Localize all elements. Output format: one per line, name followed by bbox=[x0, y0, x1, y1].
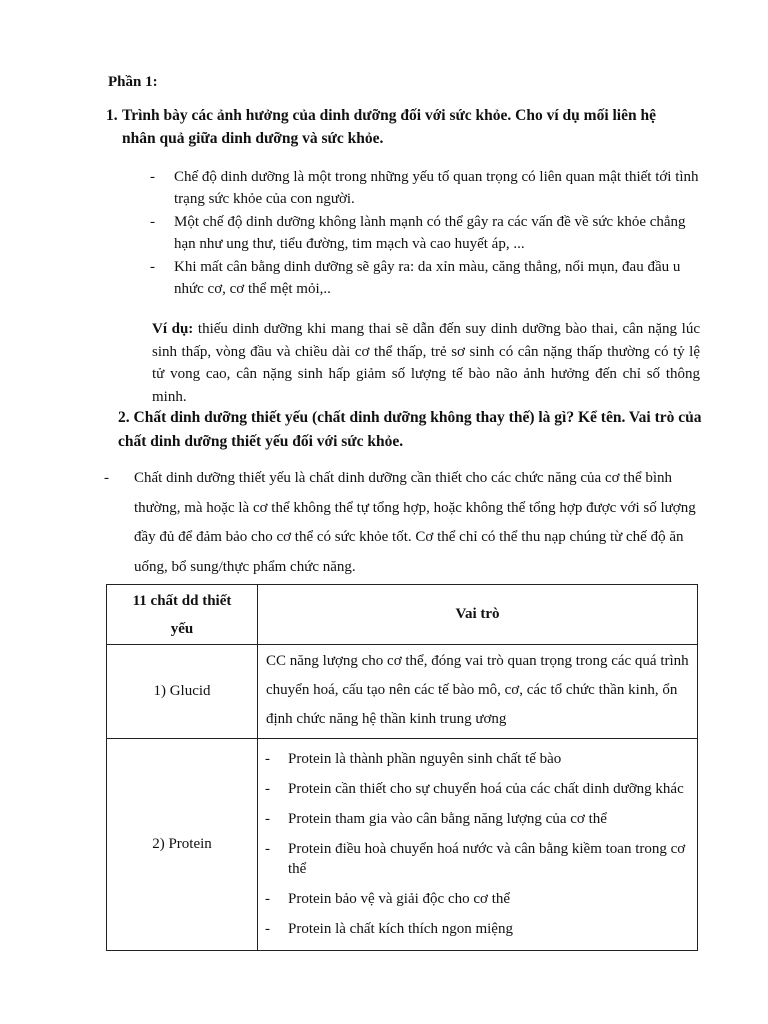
role-item-text: Protein bảo vệ và giải độc cho cơ thể bbox=[288, 890, 511, 907]
bullet-dash: - bbox=[265, 750, 270, 767]
nutrient-name: 1) Glucid bbox=[107, 645, 258, 739]
part-heading: Phần 1: bbox=[108, 74, 158, 90]
question-1-line-1: Trình bày các ảnh hưởng của dinh dưỡng đối với sức khỏe. Cho ví dụ mối liên hệ bbox=[122, 107, 656, 124]
role-item-text: Protein tham gia vào cân bằng năng lượng của cơ thể bbox=[288, 810, 607, 827]
bullet-dash: - bbox=[150, 169, 155, 185]
nutrient-role: CC năng lượng cho cơ thể, đóng vai trò quan trọng trong các quá trình chuyển hoá, cấu tạo nên các tế bào mô, cơ, các tổ chức thần kinh, ổn định chức năng hệ thần kinh trung ương bbox=[258, 645, 698, 739]
header-nutrient-line-2: yếu bbox=[170, 620, 194, 637]
nutrient-role-list bbox=[258, 739, 698, 951]
role-item-text: Protein cần thiết cho sự chuyển hoá của các chất dinh dưỡng khác bbox=[288, 780, 684, 797]
question-2 bbox=[118, 406, 706, 454]
bullet-dash: - bbox=[265, 840, 270, 857]
role-item bbox=[258, 749, 689, 769]
bullet-dash: - bbox=[150, 259, 155, 275]
q1-bullet-item bbox=[150, 256, 710, 300]
q1-bullet-text: Một chế độ dinh dưỡng không lành mạnh có thể gây ra các vấn đề về sức khỏe chẳng hạn như ung thư, tiểu đường, tim mạch và cao huyết áp, ... bbox=[174, 214, 686, 252]
role-item bbox=[258, 779, 689, 799]
bullet-dash: - bbox=[265, 920, 270, 937]
header-role: Vai trò bbox=[258, 585, 698, 645]
role-item bbox=[258, 809, 689, 829]
table-row bbox=[107, 645, 698, 739]
bullet-dash: - bbox=[265, 810, 270, 827]
example-text: thiếu dinh dưỡng khi mang thai sẽ dẫn đến suy dinh dưỡng bào thai, cân nặng lúc sinh thấp, vòng đầu và chiều dài cơ thể thấp, trẻ sơ sinh có cân nặng thấp thường có tỷ lệ tử vong cao, cân nặng sinh hấp giảm số lượng tế bào não ảnh hưởng đến chỉ số thông minh. bbox=[152, 321, 700, 405]
example-label: Ví dụ: bbox=[152, 321, 194, 337]
question-2-text: Chất dinh dưỡng thiết yếu (chất dinh dưỡng không thay thế) là gì? Kể tên. Vai trò của chất dinh dưỡng thiết yếu đối với sức khỏe. bbox=[118, 409, 702, 450]
role-item bbox=[258, 839, 689, 879]
table-row bbox=[107, 739, 698, 951]
question-2-number: 2. bbox=[118, 409, 130, 426]
role-item bbox=[258, 919, 689, 939]
bullet-dash: - bbox=[150, 214, 155, 230]
q1-bullet-text: Khi mất cân bằng dinh dưỡng sẽ gây ra: da xỉn màu, căng thẳng, nổi mụn, đau đầu u nhức cơ, cơ thể mệt mỏi,.. bbox=[174, 259, 681, 297]
role-item-text: Protein là thành phần nguyên sinh chất tế bào bbox=[288, 750, 562, 767]
example-paragraph bbox=[152, 318, 700, 408]
question-1-line-2: nhân quả giữa dinh dưỡng và sức khỏe. bbox=[122, 130, 384, 147]
bullet-dash: - bbox=[265, 780, 270, 797]
essential-nutrient-definition bbox=[104, 464, 704, 582]
bullet-dash: - bbox=[104, 470, 109, 486]
role-item bbox=[258, 889, 689, 909]
essential-nutrients-table bbox=[106, 584, 698, 951]
nutrient-name: 2) Protein bbox=[107, 739, 258, 951]
bullet-dash: - bbox=[265, 890, 270, 907]
question-1-number: 1. bbox=[106, 107, 118, 124]
q1-bullet-text: Chế độ dinh dưỡng là một trong những yếu tố quan trọng có liên quan mật thiết tới tình trạng sức khỏe của con người. bbox=[174, 169, 699, 207]
header-nutrient-line-1: 11 chất dd thiết bbox=[132, 592, 232, 609]
table-header-row bbox=[107, 585, 698, 645]
q1-bullet-item bbox=[150, 211, 710, 255]
header-nutrient bbox=[107, 585, 258, 645]
question-1 bbox=[106, 104, 706, 150]
q1-bullet-item bbox=[150, 166, 710, 210]
role-item-text: Protein điều hoà chuyển hoá nước và cân bằng kiềm toan trong cơ thể bbox=[288, 840, 686, 877]
role-item-text: Protein là chất kích thích ngon miệng bbox=[288, 920, 513, 937]
definition-text: Chất dinh dưỡng thiết yếu là chất dinh dưỡng cần thiết cho các chức năng của cơ thể bình thường, mà hoặc là cơ thể không thể tự tổng hợp, hoặc không thể tổng hợp được với số lượng đầy đủ để đảm bảo cho cơ thể có sức khỏe tốt. Cơ thể chỉ có thể thu nạp chúng từ chế độ ăn uống, bổ sung/thực phẩm chức năng. bbox=[134, 470, 696, 575]
